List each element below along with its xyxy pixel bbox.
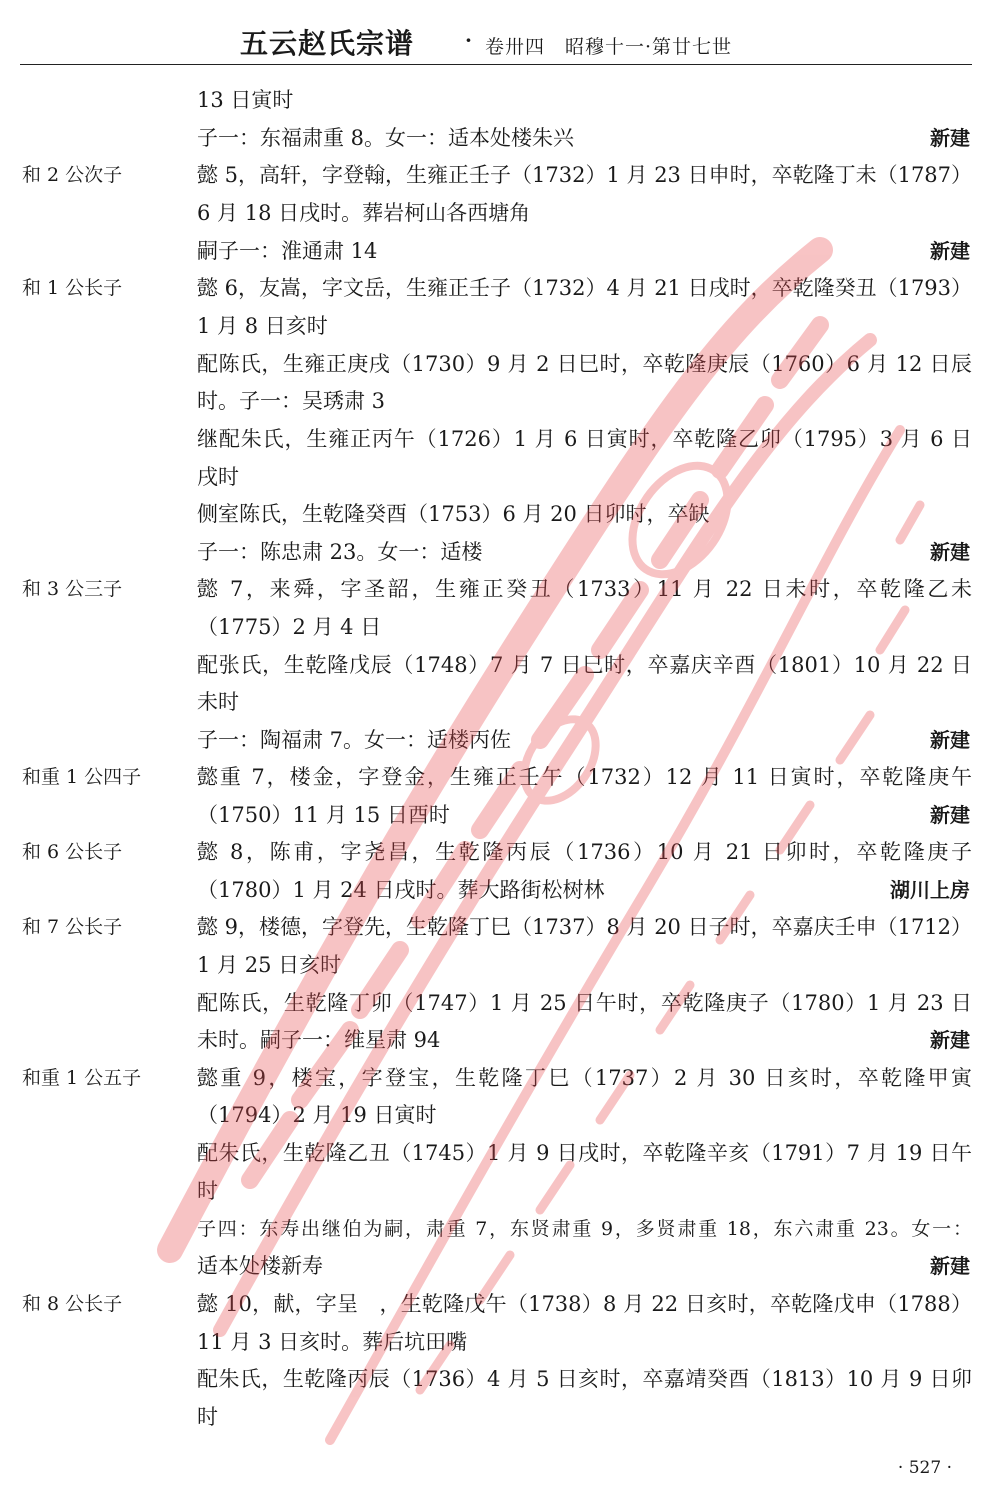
entry-line: 侧室陈氏，生乾隆癸酉（1753）6 月 20 日卯时，卒缺 — [197, 502, 710, 526]
entry-line: 未时 — [197, 690, 239, 714]
branch-tag: 新建 — [930, 1254, 970, 1278]
entry-line: 配朱氏，生乾隆丙辰（1736）4 月 5 日亥时，卒嘉靖癸酉（1813）10 月 9 日卯 — [197, 1367, 972, 1391]
entry-line: 懿 10，献，字呈 ，生乾隆戊午（1738）8 月 22 日亥时，卒乾隆戊申（1788） — [197, 1292, 972, 1316]
entry-line: （1794）2 月 19 日寅时 — [197, 1103, 437, 1127]
branch-tag: 新建 — [930, 728, 970, 752]
branch-tag: 新建 — [930, 126, 970, 150]
page-number: · 527 · — [897, 1458, 952, 1478]
relation-label: 和 1 公长子 — [22, 277, 123, 299]
relation-label: 和重 1 公四子 — [22, 766, 142, 788]
page-header — [20, 18, 972, 65]
entry-line: 1 月 25 日亥时 — [197, 953, 342, 977]
entry-line: 未时。嗣子一：维星肃 94 — [197, 1028, 441, 1052]
entry-line: 懿 7，来舜，字圣韶，生雍正癸丑（1733）11 月 22 日未时，卒乾隆乙未 — [197, 577, 972, 601]
entry-line: 子一：陶福肃 7。女一：适楼丙佐 — [197, 728, 512, 752]
entry-line: 戌时 — [197, 465, 239, 489]
entry-line: 懿重 7，楼金，字登金，生雍正壬午（1732）12 月 11 日寅时，卒乾隆庚午 — [197, 765, 972, 789]
entry-line: 时。子一：吴琇肃 3 — [197, 389, 386, 413]
branch-tag: 新建 — [930, 540, 970, 564]
entry-line: 子一：东福肃重 8。女一：适本处楼朱兴 — [197, 126, 575, 150]
entry-line: 11 月 3 日亥时。葬后坑田嘴 — [197, 1330, 468, 1354]
branch-tag: 新建 — [930, 803, 970, 827]
entry-line: 配朱氏，生乾隆乙丑（1745）1 月 9 日戌时，卒乾隆辛亥（1791）7 月 19 日午 — [197, 1141, 972, 1165]
entry-line: 配张氏，生乾隆戊辰（1748）7 月 7 日巳时，卒嘉庆辛酉（1801）10 月 22 日 — [197, 653, 972, 677]
relation-label: 和 8 公长子 — [22, 1293, 123, 1315]
entry-line: 子四：东寿出继伯为嗣，肃重 7，东贤肃重 9，多贤肃重 18，东六肃重 23。女一： — [197, 1218, 972, 1240]
entry-line: 配陈氏，生乾隆丁卯（1747）1 月 25 日午时，卒乾隆庚子（1780）1 月 23 日 — [197, 991, 972, 1015]
entry-line: 1 月 8 日亥时 — [197, 314, 328, 338]
entry-line: （1750）11 月 15 日酉时 — [197, 803, 450, 827]
relation-label: 和 3 公三子 — [22, 578, 123, 600]
branch-tag: 湖川上房 — [890, 878, 970, 902]
relation-label: 和 7 公长子 — [22, 916, 123, 938]
entry-line: 适本处楼新寿 — [197, 1254, 323, 1278]
entry-line: 懿 5，高轩，字登翰，生雍正壬子（1732）1 月 23 日申时，卒乾隆丁未（1787） — [197, 163, 973, 187]
entry-line: 时 — [197, 1405, 218, 1429]
volume-subtitle: 卷卅四 昭穆十一·第廿七世 — [485, 36, 733, 58]
entry-line: 6 月 18 日戌时。葬岩柯山各西塘角 — [197, 201, 531, 225]
entry-line: 配陈氏，生雍正庚戌（1730）9 月 2 日巳时，卒乾隆庚辰（1760）6 月 12 日辰 — [197, 352, 972, 376]
title-separator: · — [465, 28, 472, 52]
entry-line: 懿 6，友嵩，字文岳，生雍正壬子（1732）4 月 21 日戌时，卒乾隆癸丑（1793） — [197, 276, 973, 300]
book-title: 五云赵氏宗谱 — [240, 27, 415, 60]
entry-line: （1780）1 月 24 日戌时。葬大路街松树林 — [197, 878, 605, 902]
branch-tag: 新建 — [930, 1028, 970, 1052]
entry-line: （1775）2 月 4 日 — [197, 615, 382, 639]
branch-tag: 新建 — [930, 239, 970, 263]
entry-line: 时 — [197, 1179, 218, 1203]
relation-label: 和 2 公次子 — [22, 164, 123, 186]
entry-line: 懿重 9，楼宝，字登宝，生乾隆丁巳（1737）2 月 30 日亥时，卒乾隆甲寅 — [197, 1066, 972, 1090]
entry-line: 继配朱氏，生雍正丙午（1726）1 月 6 日寅时，卒乾隆乙卯（1795）3 月 6 日 — [197, 427, 972, 451]
entry-line: 子一：陈忠肃 23。女一：适楼 — [197, 540, 483, 564]
relation-label: 和 6 公长子 — [22, 841, 123, 863]
entry-line: 懿 9，楼德，字登先，生乾隆丁巳（1737）8 月 20 日子时，卒嘉庆壬申（1712） — [197, 915, 973, 939]
entry-line: 嗣子一：淮通肃 14 — [197, 239, 378, 263]
relation-label: 和重 1 公五子 — [22, 1067, 142, 1089]
entry-line: 懿 8，陈甫，字尧昌，生乾隆丙辰（1736）10 月 21 日卯时，卒乾隆庚子 — [197, 840, 972, 864]
entry-line: 13 日寅时 — [197, 88, 294, 112]
